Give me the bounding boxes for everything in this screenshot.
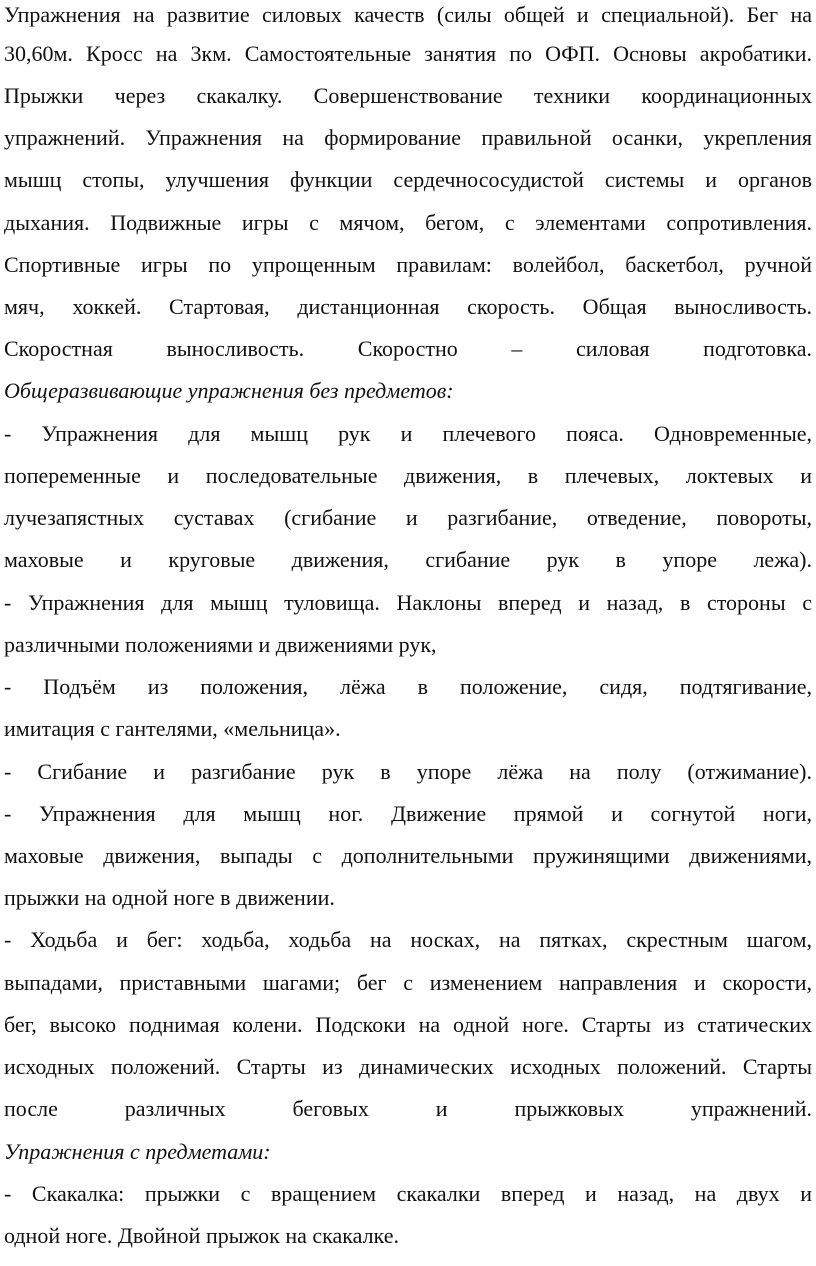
- text-line: Прыжки через скакалку. Совершенствование техники координационных: [4, 83, 812, 108]
- text-line: мяч, хоккей. Стартовая, дистанционная скорость. Общая выносливость.: [4, 294, 812, 319]
- text-line: - Упражнения для мышц туловища. Наклоны вперед и назад, в стороны с: [4, 590, 812, 615]
- text-line: выпадами, приставными шагами; бег с изменением направления и скорости,: [4, 970, 812, 995]
- text-line: - Скакалка: прыжки с вращением скакалки вперед и назад, на двух и: [4, 1181, 812, 1206]
- text-line: различными положениями и движениями рук,: [4, 632, 437, 657]
- text-line: после различных беговых и прыжковых упражнений.: [4, 1096, 812, 1121]
- text-line: 30,60м. Кросс на 3км. Самостоятельные занятия по ОФП. Основы акробатики.: [4, 41, 812, 66]
- text-line: лучезапястных суставах (сгибание и разгибание, отведение, повороты,: [4, 505, 812, 530]
- text-line: исходных положений. Старты из динамических исходных положений. Старты: [4, 1054, 812, 1079]
- text-line: имитация с гантелями, «мельница».: [4, 716, 341, 741]
- text-line: - Упражнения для мышц ног. Движение прямой и согнутой ноги,: [4, 801, 812, 826]
- text-line: одной ноге. Двойной прыжок на скакалке.: [4, 1223, 399, 1248]
- text-line: - Подъём из положения, лёжа в положение, сидя, подтягивание,: [4, 674, 812, 699]
- text-line: прыжки на одной ноге в движении.: [4, 885, 335, 910]
- section-heading: Упражнения с предметами:: [4, 1139, 271, 1164]
- text-line: попеременные и последовательные движения, в плечевых, локтевых и: [4, 463, 812, 488]
- text-line: дыхания. Подвижные игры с мячом, бегом, с элементами сопротивления.: [4, 210, 812, 235]
- section-heading: Общеразвивающие упражнения без предметов:: [4, 378, 454, 403]
- text-line: бег, высоко поднимая колени. Подскоки на одной ноге. Старты из статических: [4, 1012, 812, 1037]
- text-line: - Ходьба и бег: ходьба, ходьба на носках, на пятках, скрестным шагом,: [4, 927, 812, 952]
- text-line: маховые движения, выпады с дополнительными пружинящими движениями,: [4, 843, 812, 868]
- text-line: маховые и круговые движения, сгибание рук в упоре лежа).: [4, 547, 812, 572]
- text-line: - Сгибание и разгибание рук в упоре лёжа на полу (отжимание).: [4, 759, 812, 784]
- text-line: Спортивные игры по упрощенным правилам: волейбол, баскетбол, ручной: [4, 252, 812, 277]
- text-line: Скоростная выносливость. Скоростно – силовая подготовка.: [4, 336, 812, 361]
- text-line: мышц стопы, улучшения функции сердечнососудистой системы и органов: [4, 167, 812, 192]
- text-line: Упражнения на развитие силовых качеств (силы общей и специальной). Бег на: [4, 2, 812, 27]
- text-line: упражнений. Упражнения на формирование правильной осанки, укрепления: [4, 125, 812, 150]
- text-line: - Упражнения для мышц рук и плечевого пояса. Одновременные,: [4, 421, 812, 446]
